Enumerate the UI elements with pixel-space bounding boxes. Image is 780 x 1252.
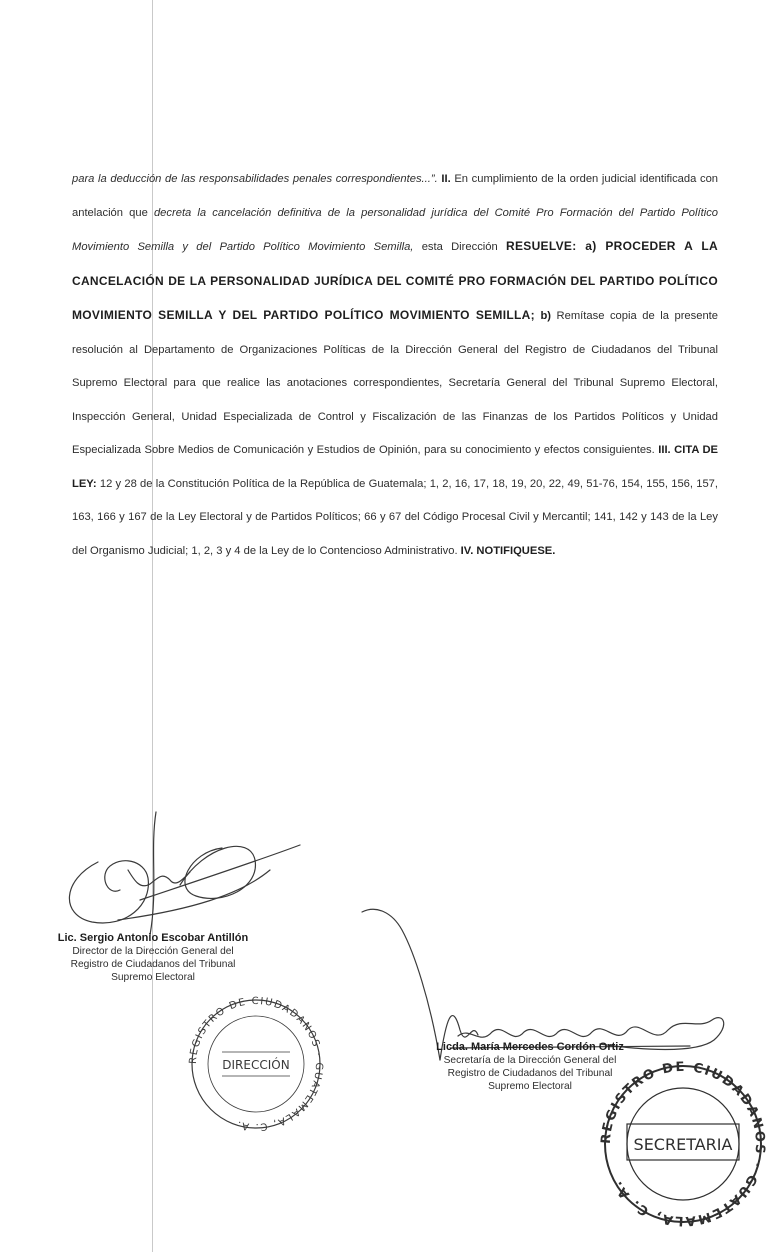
signer-title-line: Supremo Electoral — [488, 1081, 572, 1092]
signer-title-line: Secretaría de la Dirección General del — [443, 1055, 617, 1066]
signer-name: Lic. Sergio Antonio Escobar Antillón — [57, 932, 249, 944]
secretaria-stamp-ring: REGISTRO DE CIUDADANOS · GUATEMALA, C. A. — [598, 1059, 768, 1229]
decree-quote: decreta la cancelación definitiva de la personalidad jurídica del Comité Pro Formación del Partido Político Movimiento Semilla y del Partido Político Movimiento Semilla, — [72, 206, 719, 253]
cita-text: 12 y 28 de la Constitución Política de la República de Guatemala; 1, 2, 16, 17, 18, 19, 20, 22, 49, 51-76, 154, 155, 156, 157, 163, 166 y 167 de la Ley Electoral y de Partidos Políticos; 66 y 67 del Código Procesal Civil y Mercantil; 141, 142 y 143 de la Ley del Organismo Judicial; 1, 2, 3 y 4 de la Ley de lo Contencioso Administrativo. — [72, 477, 718, 557]
cita-label: III. CITA DE LEY: — [72, 444, 718, 490]
svg-text:REGISTRO DE CIUDADANOS · GUATE — [188, 996, 324, 1132]
direccion-stamp-center: DIRECCIÓN — [222, 1058, 290, 1072]
b-text: Remítase copia de la presente resolución al Departamento de Organizaciones Políticas de la Dirección General del Registro de Ciudadanos del Tribunal Supremo Electoral para que realice las anotaciones correspondientes, Secretaría General del Tribunal Supremo Electoral, Inspección General, Unidad Especializada de Control y Fiscalización de las Finanzas de los Partidos Políticos y Unidad Especializada Sobre Medios de Comunicación y Estudios de Opinión, para su conocimiento y efectos consiguientes. — [72, 310, 719, 456]
resolution-body — [72, 163, 718, 568]
secretaria-stamp-center: SECRETARIA — [633, 1135, 733, 1154]
direccion-stamp-ring: REGISTRO DE CIUDADANOS · GUATEMALA, C. A. — [187, 995, 325, 1133]
signer-title-line: Registro de Ciudadanos del Tribunal — [70, 959, 236, 970]
right-signature-block — [400, 1041, 660, 1093]
quote-end: para la deducción de las responsabilidades penales correspondientes...”. — [72, 173, 438, 185]
signer-title-line: Supremo Electoral — [111, 972, 195, 983]
direccion-stamp — [188, 996, 324, 1132]
section-ii-text: En cumplimiento de la orden judicial identificada con antelación que — [72, 173, 719, 219]
resuelve-text: RESUELVE: a) PROCEDER A LA CANCELACIÓN DE LA PERSONALIDAD JURÍDICA DEL COMITÉ PRO FORMACIÓN DEL PARTIDO POLÍTICO MOVIMIENTO SEMILLA Y DEL PARTIDO POLÍTICO MOVIMIENTO SEMILLA; — [72, 239, 719, 322]
signer-title-line: Director de la Dirección General del — [72, 946, 234, 957]
notifiquese: IV. NOTIFIQUESE. — [460, 544, 556, 557]
left-signature — [69, 812, 300, 935]
resolution-paragraph — [72, 163, 718, 568]
section-ii-label: II. — [441, 173, 451, 185]
right-signature — [362, 909, 724, 1060]
b-label: b) — [540, 310, 551, 322]
direction-label: esta Dirección — [421, 241, 498, 253]
signer-title-line: Registro de Ciudadanos del Tribunal — [447, 1068, 613, 1079]
signer-name: Licda. María Mercedes Cordón Ortiz — [436, 1041, 624, 1053]
left-signature-block — [28, 932, 278, 984]
